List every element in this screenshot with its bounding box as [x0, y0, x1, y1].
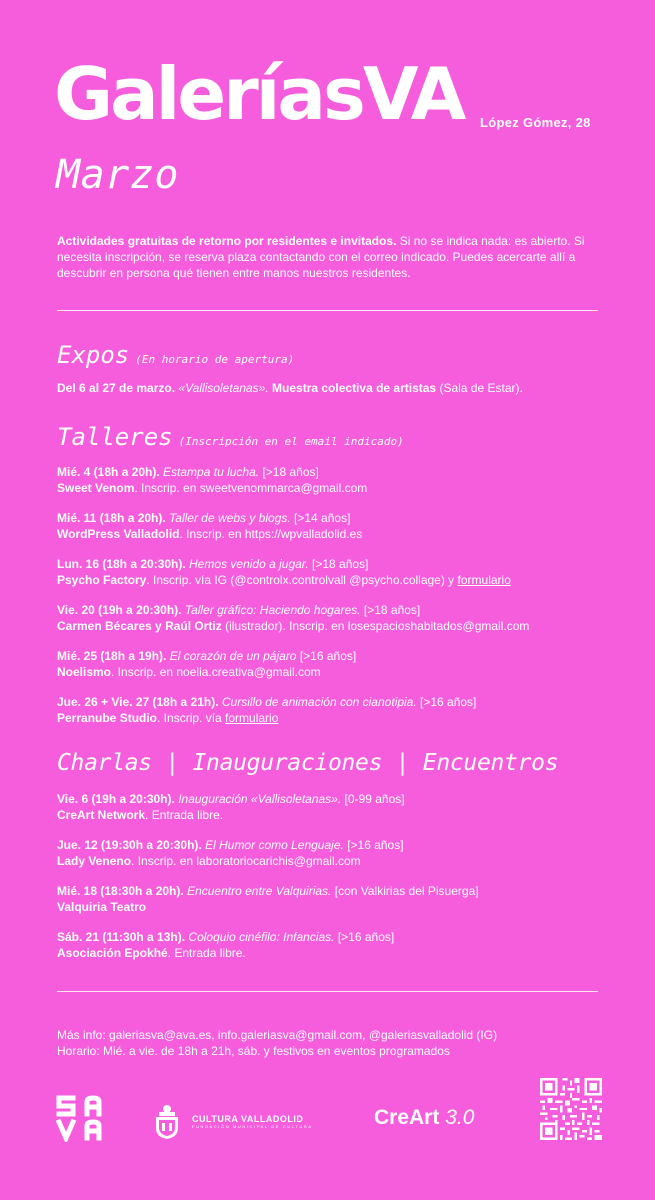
divider [57, 310, 598, 311]
valladolid-shield-icon [150, 1104, 184, 1140]
entry-info: . Inscrip. en noelia.creativa@gmail.com [111, 665, 321, 679]
workshop-entry [57, 510, 602, 542]
entry-age: [>14 años] [294, 511, 351, 525]
talk-entry [57, 837, 602, 869]
entry-when: Mié. 11 (18h a 20h). [57, 511, 166, 525]
entry-info: . Entrada libre. [167, 946, 246, 960]
expo-what: Muestra colectiva de artistas [272, 381, 437, 395]
footer-info [57, 1027, 497, 1059]
entry-who: Lady Veneno [57, 854, 132, 868]
entry-age: [con Valkirias del Pisuerga] [334, 884, 479, 898]
entry-age: [>18 años] [363, 603, 421, 617]
form-link[interactable]: formulario [457, 573, 511, 587]
entry-who: Carmen Bécares y Raúl Ortiz [57, 619, 222, 633]
entry-when: Mié. 25 (18h a 19h). [57, 649, 167, 663]
entry-info: (ilustrador). Inscrip. en losespacioshabitados@gmail.com [221, 619, 530, 633]
expo-title: «Vallisoletanas». [178, 381, 269, 395]
entry-age: [>18 años] [262, 465, 319, 479]
entry-title: Taller de webs y blogs. [169, 511, 291, 525]
entry-title: Hemos venido a jugar. [189, 557, 309, 571]
entry-age: [>18 años] [312, 557, 369, 571]
entry-title: Inauguración «Vallisoletanas». [178, 792, 342, 806]
brand-title: GaleríasVA [54, 52, 464, 136]
entry-info: . Inscrip. en sweetvenommarca@gmail.com [134, 481, 368, 495]
sava-logo-icon [55, 1094, 107, 1142]
entry-who: Psycho Factory [57, 573, 147, 587]
entry-who: Asociación Epokhé [57, 946, 168, 960]
cultura-title: CULTURA VALLADOLID [192, 1114, 304, 1124]
entry-who: Valquiria Teatro [57, 900, 147, 914]
entry-when: Sáb. 21 (11:30h a 13h). [57, 930, 186, 944]
entry-who: CreArt Network [57, 808, 146, 822]
talk-entry [57, 929, 602, 961]
entry-who: Noelismo [57, 665, 112, 679]
entry-title: Estampa tu lucha. [163, 465, 260, 479]
entry-when: Vie. 6 (19h a 20:30h). [57, 792, 175, 806]
entry-info: . Inscrip. en laboratoriocarichis@gmail.com [131, 854, 361, 868]
workshop-entry [57, 556, 602, 588]
intro-text [57, 233, 597, 281]
entry-age: [>16 años] [299, 649, 357, 663]
section-note: (En horario de apertura) [135, 353, 295, 366]
form-link[interactable]: formulario [225, 711, 279, 725]
entry-age: [>16 años] [347, 838, 404, 852]
entry-age: [>16 años] [337, 930, 395, 944]
entry-title: Encuentro entre Valquirias. [187, 884, 332, 898]
workshop-entry [57, 648, 602, 680]
hours-line: Horario: Mié. a vie. de 18h a 21h, sáb. y festivos en eventos programados [57, 1044, 450, 1058]
workshop-entry [57, 694, 602, 726]
entry-title: Coloquio cinéfilo: Infancias. [188, 930, 335, 944]
expo-date: Del 6 al 27 de marzo. [57, 381, 176, 395]
creart-version: 3.0 [439, 1106, 475, 1129]
section-title-expos [57, 343, 294, 367]
cultura-subtitle: FUNDACIÓN MUNICIPAL DE CULTURA [192, 1124, 313, 1129]
entry-info: . Entrada libre. [145, 808, 224, 822]
cultura-valladolid-logo [150, 1104, 313, 1145]
entry-info: . Inscrip. en https://wpvalladolid.es [179, 527, 363, 541]
entry-info: . Inscrip. vía IG (@controlx.controlvall @psycho.collage) y [146, 573, 458, 587]
entry-when: Vie. 20 (19h a 20:30h). [57, 603, 182, 617]
entry-when: Mié. 18 (18:30h a 20h). [57, 884, 184, 898]
section-title-text: Expos [57, 341, 130, 369]
entry-who: Perranube Studio [57, 711, 158, 725]
month-title: Marzo [56, 152, 179, 198]
contact-line: Más info: galeriasva@ava.es, info.galeriasva@gmail.com, @galeriasvalladolid (IG) [57, 1028, 498, 1042]
entry-title: El Humor como Lenguaje. [205, 838, 344, 852]
entry-when: Mié. 4 (18h a 20h). [57, 465, 160, 479]
entry-who: WordPress Valladolid [57, 527, 180, 541]
entry-title: Taller gráfico: Haciendo hogares. [184, 603, 361, 617]
intro-bold: Actividades gratuitas de retorno por residentes e invitados. [57, 234, 397, 248]
divider [57, 991, 598, 992]
entry-title: Cursillo de animación con cianotipia. [221, 695, 417, 709]
entry-when: Jue. 12 (19:30h a 20:30h). [57, 838, 202, 852]
entry-when: Jue. 26 + Vie. 27 (18h a 21h). [57, 695, 219, 709]
expo-place: (Sala de Estar). [439, 381, 523, 395]
workshop-entry [57, 602, 602, 634]
section-title-talleres [57, 425, 404, 449]
entry-age: [0-99 años] [344, 792, 405, 806]
talk-entry [57, 883, 602, 915]
section-title-text: Talleres [57, 423, 173, 451]
workshop-entry [57, 464, 602, 496]
section-note: (Inscripción en el email indicado) [178, 435, 404, 448]
entry-title: El corazón de un pájaro [169, 649, 297, 663]
section-title-charlas: Charlas | Inauguraciones | Encuentros [57, 750, 559, 776]
expo-entry [57, 380, 602, 396]
qr-code-icon[interactable] [540, 1078, 602, 1140]
entry-when: Lun. 16 (18h a 20:30h). [57, 557, 186, 571]
entry-who: Sweet Venom [57, 481, 135, 495]
intro-rest: Si no se indica nada: es abierto. Si necesita inscripción, se reserva plaza contactando con el correo indicado. Puedes acercarte allí a descubrir en persona qué tienen entre manos nuestros residentes. [57, 234, 585, 280]
entry-info: . Inscrip. vía [157, 711, 226, 725]
address: López Gómez, 28 [480, 115, 591, 130]
talk-entry [57, 791, 602, 823]
creart-logo [374, 1106, 474, 1130]
entry-age: [>16 años] [420, 695, 477, 709]
creart-name: CreArt [374, 1106, 440, 1129]
